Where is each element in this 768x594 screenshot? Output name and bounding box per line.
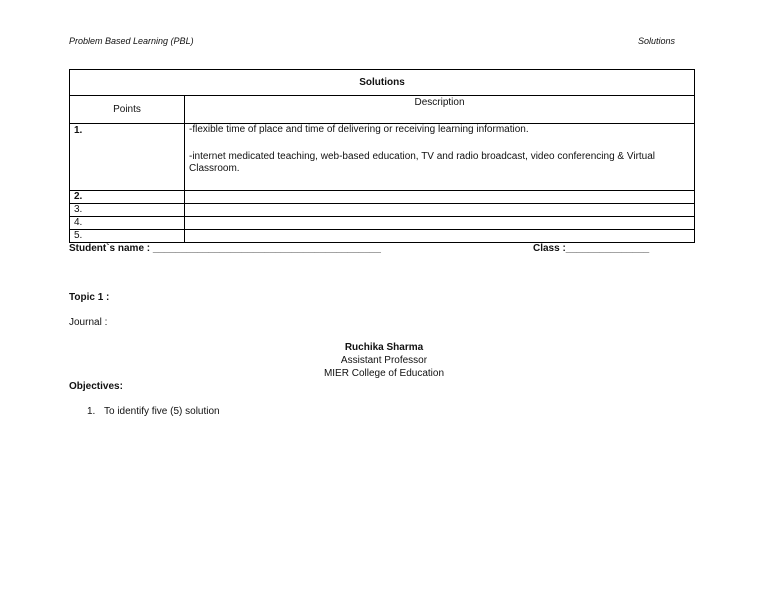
description-header: Description xyxy=(185,96,695,124)
table-row xyxy=(70,124,695,191)
table-row xyxy=(70,230,695,243)
table-row xyxy=(70,204,695,217)
description-line: -flexible time of place and time of delivering or receiving learning information. xyxy=(189,124,529,135)
objectives-title: Objectives: xyxy=(69,381,123,392)
point-number: 2. xyxy=(70,191,185,204)
points-header: Points xyxy=(70,96,185,124)
objective-text: To identify five (5) solution xyxy=(104,406,220,417)
header-right: Solutions xyxy=(638,36,676,46)
point-description xyxy=(185,191,695,204)
objective-number: 1. xyxy=(87,406,96,417)
author-institution: MIER College of Education xyxy=(323,368,445,379)
point-description xyxy=(185,124,695,191)
point-number: 3. xyxy=(70,204,185,217)
point-number: 1. xyxy=(70,124,185,191)
student-name-label: Student`s name : _________________________________________ xyxy=(69,243,381,254)
point-number: 4. xyxy=(70,217,185,230)
class-label: Class :_______________ xyxy=(533,243,650,254)
point-description xyxy=(185,230,695,243)
description-line: -internet medicated teaching, web-based education, TV and radio broadcast, video conferencing & Virtual Classroom. xyxy=(189,151,656,174)
author-name: Ruchika Sharma xyxy=(344,342,424,353)
point-description xyxy=(185,217,695,230)
point-description xyxy=(185,204,695,217)
header-left: Problem Based Learning (PBL) xyxy=(69,36,194,46)
journal-label: Journal : xyxy=(69,317,108,328)
table-row xyxy=(70,217,695,230)
table-title: Solutions xyxy=(70,70,695,96)
point-number: 5. xyxy=(70,230,185,243)
author-role: Assistant Professor xyxy=(340,355,428,366)
topic-label: Topic 1 : xyxy=(69,292,110,303)
table-row xyxy=(70,191,695,204)
solutions-table xyxy=(69,69,695,243)
